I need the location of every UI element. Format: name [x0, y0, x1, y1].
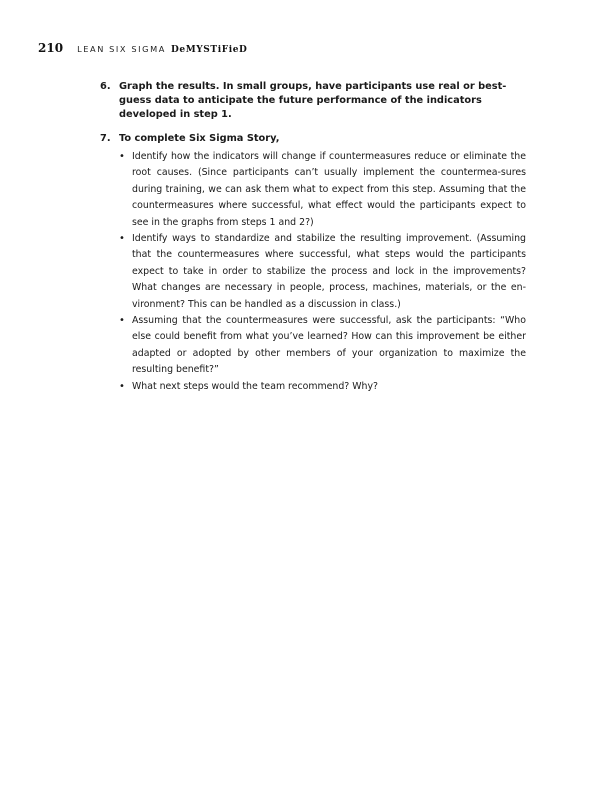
- running-head: [38, 41, 247, 55]
- step-7: [100, 132, 526, 395]
- step-number: 7.: [100, 133, 111, 144]
- bullet-text: Identify ways to standardize and stabilize the resulting improvement. (Assuming that the countermeasures where successful, what steps would the participants expect to take in order to stabilize the process and lock in the improvements? What changes are necessary in people, process, machines, materials, or the en-vironment? This can be handled as a discussion in class.): [132, 233, 526, 310]
- page-number: 210: [38, 41, 64, 55]
- bullet-text: Assuming that the countermeasures were successful, ask the participants: “Who else could benefit from what you’ve learned? How can this improvement be either adapted or adopted by other members of your organization to maximize the resulting benefit?”: [132, 315, 526, 376]
- step-heading: To complete Six Sigma Story,: [119, 133, 280, 144]
- page-content: [100, 80, 526, 395]
- list-item: [119, 379, 526, 395]
- bullet-icon: •: [119, 151, 125, 162]
- book-title: LEAN SIX SIGMA: [77, 44, 166, 54]
- bullet-icon: •: [119, 233, 125, 245]
- book-subtitle: DeMYSTiFieD: [170, 45, 248, 55]
- step-body: [119, 132, 526, 395]
- step-6: [100, 80, 526, 122]
- step-number: 6.: [100, 81, 111, 92]
- bullet-list: [119, 149, 526, 395]
- bullet-text: What next steps would the team recommend? Why?: [132, 380, 378, 392]
- list-item: [119, 313, 526, 379]
- bullet-text: Identify how the indicators will change if countermeasures reduce or eliminate the root causes. (Since participants can’t usually implement the countermea-sures during training, we can ask them what to expect from this step. Assuming that the countermeasures where successful, what effect would the participants expect to see in the graphs from steps 1 and 2?): [132, 151, 526, 228]
- bullet-icon: •: [119, 380, 125, 392]
- list-item: [119, 231, 526, 313]
- step-heading: Graph the results. In small groups, have participants use real or best-guess data to anticipate the future performance of the indicators developed in step 1.: [119, 81, 507, 120]
- list-item: [119, 149, 526, 231]
- bullet-icon: •: [119, 315, 125, 327]
